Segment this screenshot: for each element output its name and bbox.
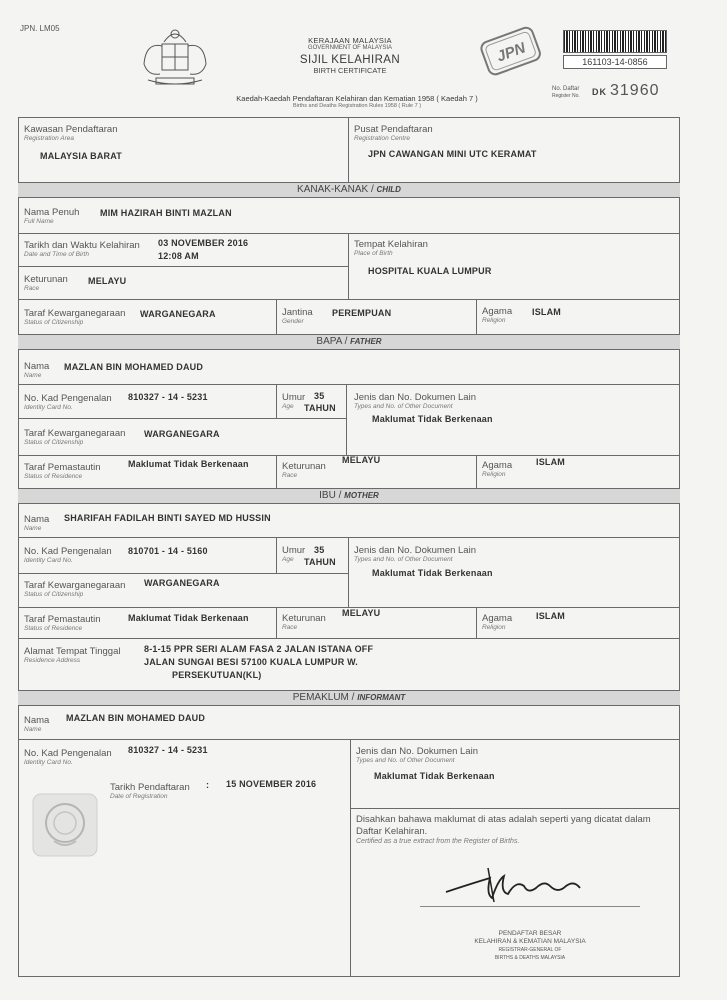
mother-residence-value: Maklumat Tidak Berkenaan (128, 613, 249, 623)
register-no-label (552, 86, 580, 100)
regulation-en: Births and Deaths Registration Rules 1958 ( Rule 7 ) (292, 103, 422, 109)
regulation-reference (212, 94, 502, 109)
signatory-block (420, 930, 640, 962)
register-no-label-en: Register No. (552, 93, 580, 99)
father-age-unit: TAHUN (304, 403, 336, 413)
mother-residence-label: Taraf Pemastautin Status of Residence (24, 614, 101, 632)
mother-name-label: Nama Name (24, 514, 50, 532)
certificate-title-ms: SIJIL KELAHIRAN (299, 54, 401, 66)
father-residence-value: Maklumat Tidak Berkenaan (128, 459, 249, 469)
coat-of-arms-emblem (134, 24, 216, 92)
register-number (592, 82, 660, 100)
child-name-value: MIM HAZIRAH BINTI MAZLAN (100, 208, 232, 218)
father-ic-value: 810327 - 14 - 5231 (128, 392, 208, 402)
mother-age-value: 35 (314, 545, 325, 555)
government-ms: KERAJAAN MALAYSIA (308, 36, 392, 45)
register-no-label-ms: No. Daftar (552, 86, 580, 92)
signatory-line2: KELAHIRAN & KEMATIAN MALAYSIA (474, 938, 586, 945)
section-mother: IBU / MOTHER (18, 488, 680, 504)
child-pob-label: Tempat Kelahiran Place of Birth (354, 239, 428, 257)
mother-citizenship-value: WARGANEGARA (144, 578, 220, 588)
informant-doc-label: Jenis dan No. Dokumen Lain Types and No. of Other Document (356, 746, 478, 764)
father-religion-label: Agama Religion (482, 460, 513, 478)
mother-race-label: Keturunan Race (282, 613, 326, 631)
father-ic-label: No. Kad Pengenalan Identity Card No. (24, 393, 112, 411)
child-dob-label: Tarikh dan Waktu Kelahiran Date and Time of Birth (24, 240, 140, 258)
registration-date-label: Tarikh Pendaftaran Date of Registration (110, 782, 190, 800)
father-residence-label: Taraf Pemastautin Status of Residence (24, 462, 101, 480)
child-race-label: Keturunan Race (24, 274, 68, 292)
mother-name-value: SHARIFAH FADILAH BINTI SAYED MD HUSSIN (64, 513, 271, 523)
father-race-value: MELAYU (342, 455, 381, 465)
father-age-label: Umur Age (282, 392, 306, 410)
mother-doc-label: Jenis dan No. Dokumen Lain Types and No. of Other Document (354, 545, 476, 563)
government-en: GOVERNMENT OF MALAYSIA (307, 45, 393, 51)
informant-name-value: MAZLAN BIN MOHAMED DAUD (66, 713, 206, 723)
jpn-logo-icon (474, 22, 548, 82)
mother-ic-value: 810701 - 14 - 5160 (128, 546, 208, 556)
father-doc-label: Jenis dan No. Dokumen Lain Types and No. of Other Document (354, 392, 476, 410)
barcode (563, 30, 667, 53)
father-doc-value: Maklumat Tidak Berkenaan (372, 414, 493, 424)
child-religion-label: Agama Religion (482, 306, 513, 324)
registration-date-colon: : (206, 780, 210, 790)
father-religion-value: ISLAM (536, 457, 565, 467)
child-dob-date: 03 NOVEMBER 2016 (158, 238, 249, 248)
barcode-number: 161103-14-0856 (563, 55, 667, 69)
section-child: KANAK-KANAK / CHILD (18, 182, 680, 198)
mother-citizenship-label: Taraf Kewarganegaraan Status of Citizenship (24, 580, 126, 598)
child-gender-label: Jantina Gender (282, 307, 313, 325)
child-pob-value: HOSPITAL KUALA LUMPUR (368, 266, 492, 276)
registration-area-label: Kawasan Pendaftaran Registration Area (24, 124, 118, 142)
section-father: BAPA / FATHER (18, 334, 680, 350)
mother-address-line2: JALAN SUNGAI BESI 57100 KUALA LUMPUR W. (144, 657, 358, 667)
informant-name-label: Nama Name (24, 715, 50, 733)
father-name-value: MAZLAN BIN MOHAMED DAUD (64, 362, 204, 372)
form-code: JPN. LM05 (20, 24, 60, 33)
child-citizenship-label: Taraf Kewarganegaraan Status of Citizenship (24, 308, 126, 326)
mother-race-value: MELAYU (342, 608, 381, 618)
mother-address-label: Alamat Tempat Tinggal Residence Address (24, 646, 121, 664)
child-citizenship-value: WARGANEGARA (140, 309, 216, 319)
father-name-label: Nama Name (24, 361, 50, 379)
registration-area-value: MALAYSIA BARAT (40, 151, 122, 161)
mother-doc-value: Maklumat Tidak Berkenaan (372, 568, 493, 578)
informant-ic-label: No. Kad Pengenalan Identity Card No. (24, 748, 112, 766)
father-age-value: 35 (314, 391, 325, 401)
mother-age-label: Umur Age (282, 545, 306, 563)
father-race-label: Keturunan Race (282, 461, 326, 479)
mother-ic-label: No. Kad Pengenalan Identity Card No. (24, 546, 112, 564)
father-citizenship-label: Taraf Kewarganegaraan Status of Citizenship (24, 428, 126, 446)
section-informant: PEMAKLUM / INFORMANT (18, 690, 680, 706)
registration-centre-value: JPN CAWANGAN MINI UTC KERAMAT (368, 149, 537, 159)
official-seal-icon (32, 793, 98, 857)
mother-age-unit: TAHUN (304, 557, 336, 567)
mother-religion-label: Agama Religion (482, 613, 513, 631)
register-number-value: 31960 (610, 82, 660, 99)
signatory-line1: PENDAFTAR BESAR (498, 930, 562, 937)
registration-centre-label: Pusat Pendaftaran Registration Centre (354, 124, 433, 142)
certificate-title-en: BIRTH CERTIFICATE (313, 66, 387, 75)
informant-doc-value: Maklumat Tidak Berkenaan (374, 771, 495, 781)
child-race-value: MELAYU (88, 276, 127, 286)
regulation-ms: Kaedah-Kaedah Pendaftaran Kelahiran dan Kematian 1958 ( Kaedah 7 ) (236, 94, 478, 103)
mother-address-line1: 8-1-15 PPR SERI ALAM FASA 2 JALAN ISTANA OFF (144, 644, 374, 654)
child-dob-time: 12:08 AM (158, 251, 199, 261)
registrar-signature (440, 858, 590, 908)
child-name-label: Nama Penuh Full Name (24, 207, 80, 225)
mother-address-line3: PERSEKUTUAN(KL) (172, 670, 262, 680)
jpn-logo-text: JPN (494, 39, 528, 66)
signatory-line3: REGISTRAR-GENERAL OF (498, 947, 562, 953)
child-religion-value: ISLAM (532, 307, 561, 317)
certificate-header (250, 36, 450, 75)
informant-ic-value: 810327 - 14 - 5231 (128, 745, 208, 755)
certification-text: Disahkan bahawa maklumat di atas adalah seperti yang dicatat dalam Daftar Kelahiran. Certified as a true extract from the Register of Births. (356, 814, 651, 845)
signatory-line4: BIRTHS & DEATHS MALAYSIA (494, 955, 566, 961)
registration-date-value: 15 NOVEMBER 2016 (226, 779, 317, 789)
father-citizenship-value: WARGANEGARA (144, 429, 220, 439)
register-prefix: DK (592, 87, 607, 97)
mother-religion-value: ISLAM (536, 611, 565, 621)
child-gender-value: PEREMPUAN (332, 308, 392, 318)
